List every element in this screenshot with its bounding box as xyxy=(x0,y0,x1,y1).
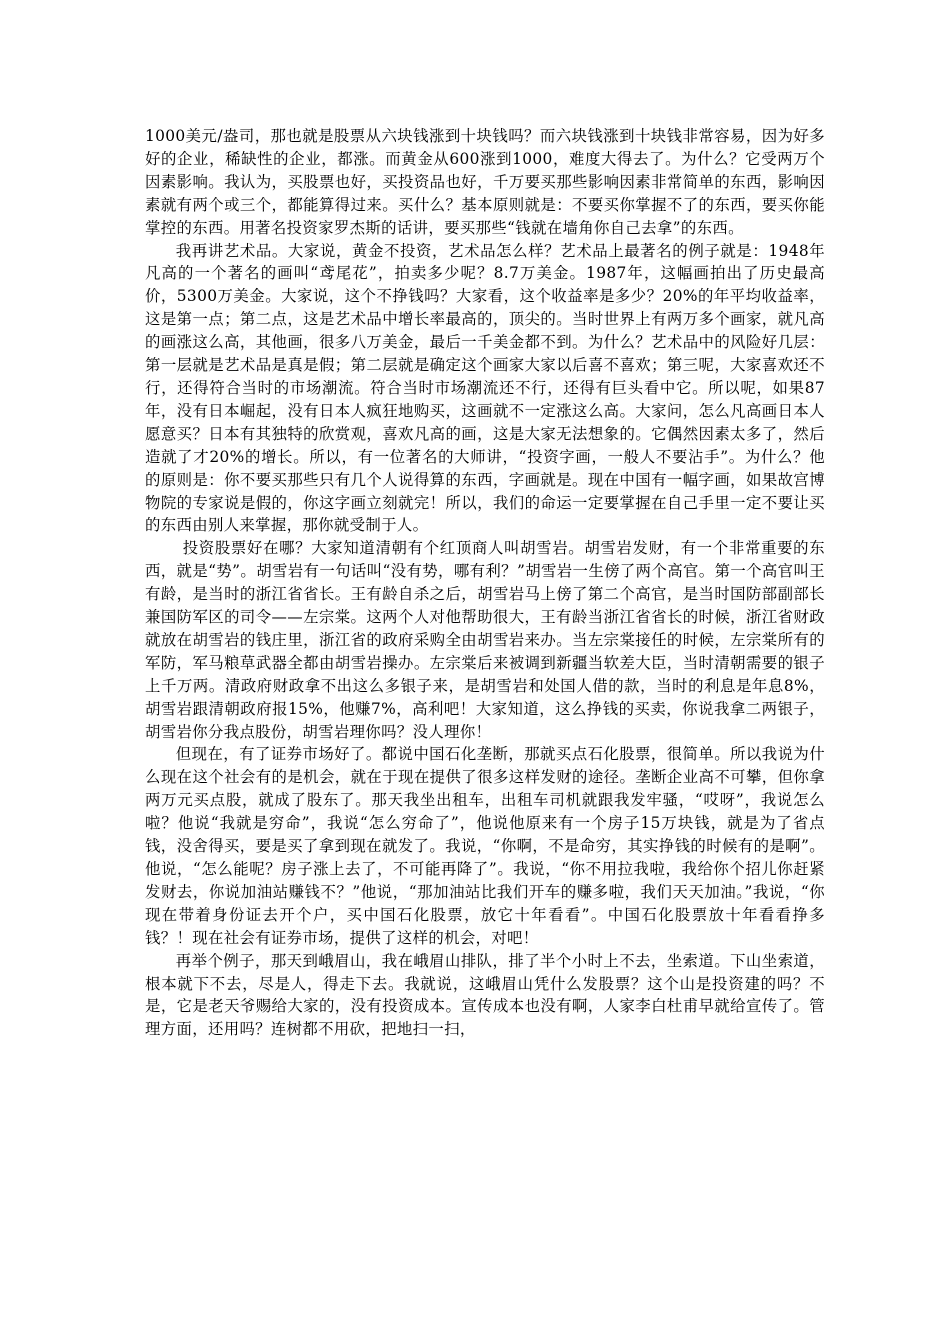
paragraph-emei-mountain: 再举个例子，那天到峨眉山，我在峨眉山排队，排了半个小时上不去，坐索道。下山坐索道，根本就下不去，尽是人，得走下去。我就说，这峨眉山凭什么发股票？这个山是投资建的吗？不是，它是老天爷赐给大家的，没有投资成本。宣传成本也没有啊，人家李白杜甫早就给宣传了。管理方面，还用吗？连树都不用砍，把地扫一扫， xyxy=(145,951,825,1039)
paragraph-gold-comparison: 1000美元/盎司，那也就是股票从六块钱涨到十块钱吗？而六块钱涨到十块钱非常容易，因为好多好的企业，稀缺性的企业，都涨。而黄金从600涨到1000，难度大得去了。为什么？它受两万个因素影响。我认为，买股票也好，买投资品也好，千万要买那些影响因素非常简单的东西，影响因素就有两个或三个，都能算得过来。买什么？基本原则就是：不要买你掌握不了的东西，要买你能掌控的东西。用著名投资家罗杰斯的话讲，要买那些“钱就在墙角你自己去拿”的东西。 xyxy=(145,127,825,237)
paragraph-art-investment: 我再讲艺术品。大家说，黄金不投资，艺术品怎么样？艺术品上最著名的例子就是：1948年凡高的一个著名的画叫“鸢尾花”，拍卖多少呢？8.7万美金。1987年，这幅画拍出了历史最高价，5300万美金。大家说，这个不挣钱吗？大家看，这个收益率是多少？20%的年平均收益率，这是第一点；第二点，这是艺术品中增长率最高的，顶尖的。当时世界上有两万多个画家，就凡高的画涨这么高，其他画，很多八万美金，最后一千美金都不到。为什么？艺术品中的风险好几层：第一层就是艺术品是真是假；第二层就是确定这个画家大家以后喜不喜欢；第三呢，大家喜欢还不行，还得符合当时的市场潮流。符合当时市场潮流还不行，还得有巨头看中它。所以呢，如果87年，没有日本崛起，没有日本人疯狂地购买，这画就不一定涨这么高。大家问，怎么凡高画日本人愿意买？日本有其独特的欣赏观，喜欢凡高的画，这是大家无法想象的。它偶然因素太多了，然后造就了才20%的增长。所以，有一位著名的大师讲，“投资字画，一般人不要沾手”。为什么？他的原则是：你不要买那些只有几个人说得算的东西，字画就是。现在中国有一幅字画，如果故宫博物院的专家说是假的，你这字画立刻就完！所以，我们的命运一定要掌握在自己手里一定不要让买的东西由别人来掌握，那你就受制于人。 xyxy=(145,241,825,535)
document-body xyxy=(145,125,825,1041)
paragraph-hu-xueyan: 投资股票好在哪？大家知道清朝有个红顶商人叫胡雪岩。胡雪岩发财，有一个非常重要的东西，就是“势”。胡雪岩有一句话叫“没有势，哪有利？”胡雪岩一生傍了两个高官。第一个高官叫王有龄，是当时的浙江省省长。王有龄自杀之后，胡雪岩马上傍了第二个高官，是当时国防部副部长兼国防军区的司令——左宗棠。这两个人对他帮助很大，王有龄当浙江省省长的时候，浙江省财政就放在胡雪岩的钱庄里，浙江省的政府采购全由胡雪岩来办。当左宗棠接任的时候，左宗棠所有的军防，军马粮草武器全都由胡雪岩操办。左宗棠后来被调到新疆当软差大臣，当时清朝需要的银子上千万两。清政府财政拿不出这么多银子来，是胡雪岩和处国人借的款，当时的利息是年息8%，胡雪岩跟清朝政府报15%，他赚7%，高利吧！大家知道，这么挣钱的买卖，你说我拿二两银子，胡雪岩你分我点股份，胡雪岩理你吗？没人理你！ xyxy=(145,539,825,741)
paragraph-securities-market: 但现在，有了证券市场好了。都说中国石化垄断，那就买点石化股票，很简单。所以我说为什么现在这个社会有的是机会，就在于现在提供了很多这样发财的途径。垄断企业高不可攀，但你拿两万元买点股，就成了股东了。那天我坐出租车，出租车司机就跟我发牢骚，“哎呀”，我说怎么啦？他说“我就是穷命”，我说“怎么穷命了”，他说他原来有一个房子15万块钱，就是为了省点钱，没舍得买，要是买了拿到现在就发了。我说，“你啊，不是命穷，其实挣钱的时候有的是啊”。他说，“怎么能呢？房子涨上去了，不可能再降了”。我说，“你不用拉我啦，我给你个招儿你赶紧发财去，你说加油站赚钱不？”他说，“那加油站比我们开车的赚多啦，我们天天加油。”我说，“你现在带着身份证去开个户，买中国石化股票，放它十年看看”。中国石化股票放十年看看挣多钱？！现在社会有证券市场，提供了这样的机会，对吧！ xyxy=(145,745,825,947)
